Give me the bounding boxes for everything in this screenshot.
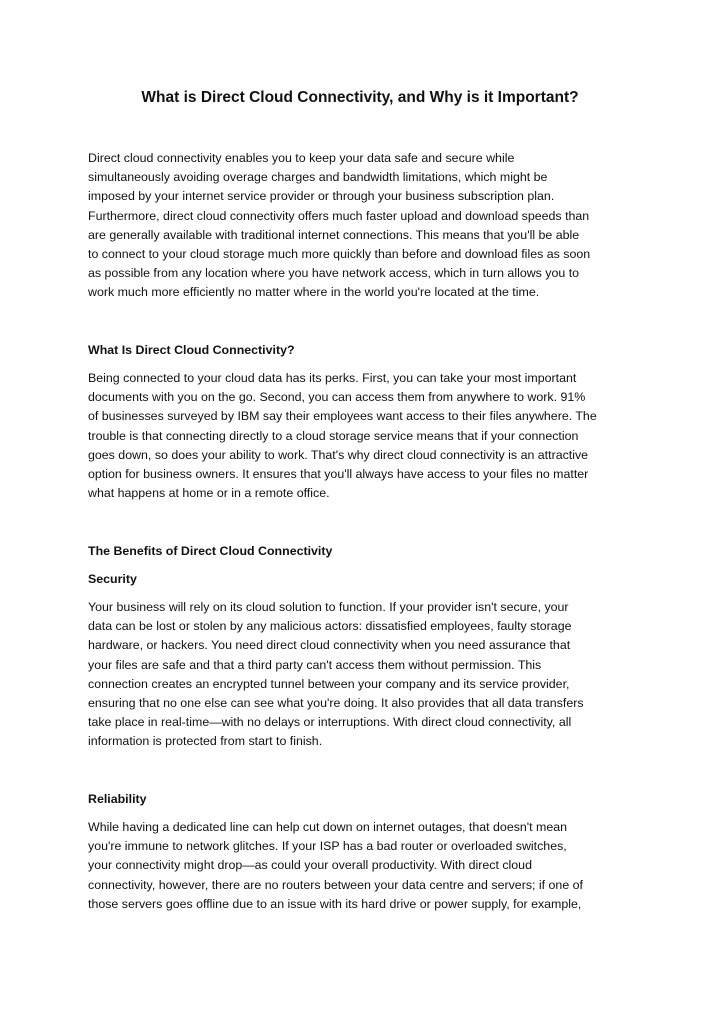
section-heading-benefits: The Benefits of Direct Cloud Connectivity <box>88 544 333 558</box>
subheading-reliability: Reliability <box>88 792 147 806</box>
paragraph-line: those servers goes offline due to an issue with its hard drive or power supply, for example, <box>88 896 582 911</box>
paragraph-line: documents with you on the go. Second, you can access them from anywhere to work. 91% <box>88 390 586 405</box>
document-title: What is Direct Cloud Connectivity, and Why is it Important? <box>141 89 579 106</box>
intro-paragraph <box>88 149 636 303</box>
paragraph-line: your files are safe and that a third party can't access them without permission. This <box>88 657 542 672</box>
paragraph-line: goes down, so does your ability to work. That's why direct cloud connectivity is an attractive <box>88 447 589 462</box>
paragraph-line: connectivity, however, there are no routers between your data centre and servers; if one of <box>88 877 583 892</box>
subheading-security: Security <box>88 572 137 586</box>
security-paragraph <box>88 598 636 752</box>
paragraph-line: take place in real-time—with no delays or interruptions. With direct cloud connectivity, all <box>88 715 572 730</box>
paragraph-line: While having a dedicated line can help cut down on internet outages, that doesn't mean <box>88 820 568 834</box>
paragraph-line: Direct cloud connectivity enables you to keep your data safe and secure while <box>88 151 515 165</box>
paragraph-line: connection creates an encrypted tunnel between your company and its service provider, <box>88 676 570 691</box>
paragraph-line: imposed by your internet service provider or through your business subscription plan. <box>88 189 555 204</box>
paragraph-line: ensuring that no one else can see what you're doing. It also provides that all data transfers <box>88 695 584 710</box>
paragraph-line: work much more efficiently no matter where in the world you're located at the time. <box>88 285 540 300</box>
reliability-paragraph <box>88 818 636 914</box>
paragraph-line: option for business owners. It ensures that you'll always have access to your files no matter <box>88 466 589 481</box>
paragraph-line: to connect to your cloud storage much more quickly than before and download files as soon <box>88 246 591 261</box>
paragraph-line: data can be lost or stolen by any malicious actors: dissatisfied employees, faulty storage <box>88 619 572 634</box>
paragraph-line: Furthermore, direct cloud connectivity offers much faster upload and download speeds than <box>88 208 590 223</box>
paragraph-line: your connectivity might drop—as could your overall productivity. With direct cloud <box>88 858 532 873</box>
paragraph-line: hardware, or hackers. You need direct cloud connectivity when you need assurance that <box>88 638 571 653</box>
what-is-paragraph <box>88 369 636 503</box>
section-heading-what-is: What Is Direct Cloud Connectivity? <box>88 343 295 357</box>
paragraph-line: what happens at home or in a remote office. <box>88 486 330 501</box>
paragraph-line: Your business will rely on its cloud solution to function. If your provider isn't secure, your <box>88 600 569 614</box>
paragraph-line: you're immune to network glitches. If your ISP has a bad router or overloaded switches, <box>88 839 567 854</box>
paragraph-line: of businesses surveyed by IBM say their employees want access to their files anywhere. The <box>88 409 597 424</box>
paragraph-line: trouble is that connecting directly to a cloud storage service means that if your connection <box>88 428 579 443</box>
paragraph-line: simultaneously avoiding overage charges and bandwidth limitations, which might be <box>88 170 548 185</box>
paragraph-line: information is protected from start to finish. <box>88 734 323 749</box>
paragraph-line: are generally available with traditional internet connections. This means that you'll be able <box>88 227 580 242</box>
paragraph-line: as possible from any location where you have network access, which in turn allows you to <box>88 266 580 281</box>
paragraph-line: Being connected to your cloud data has its perks. First, you can take your most important <box>88 371 577 385</box>
